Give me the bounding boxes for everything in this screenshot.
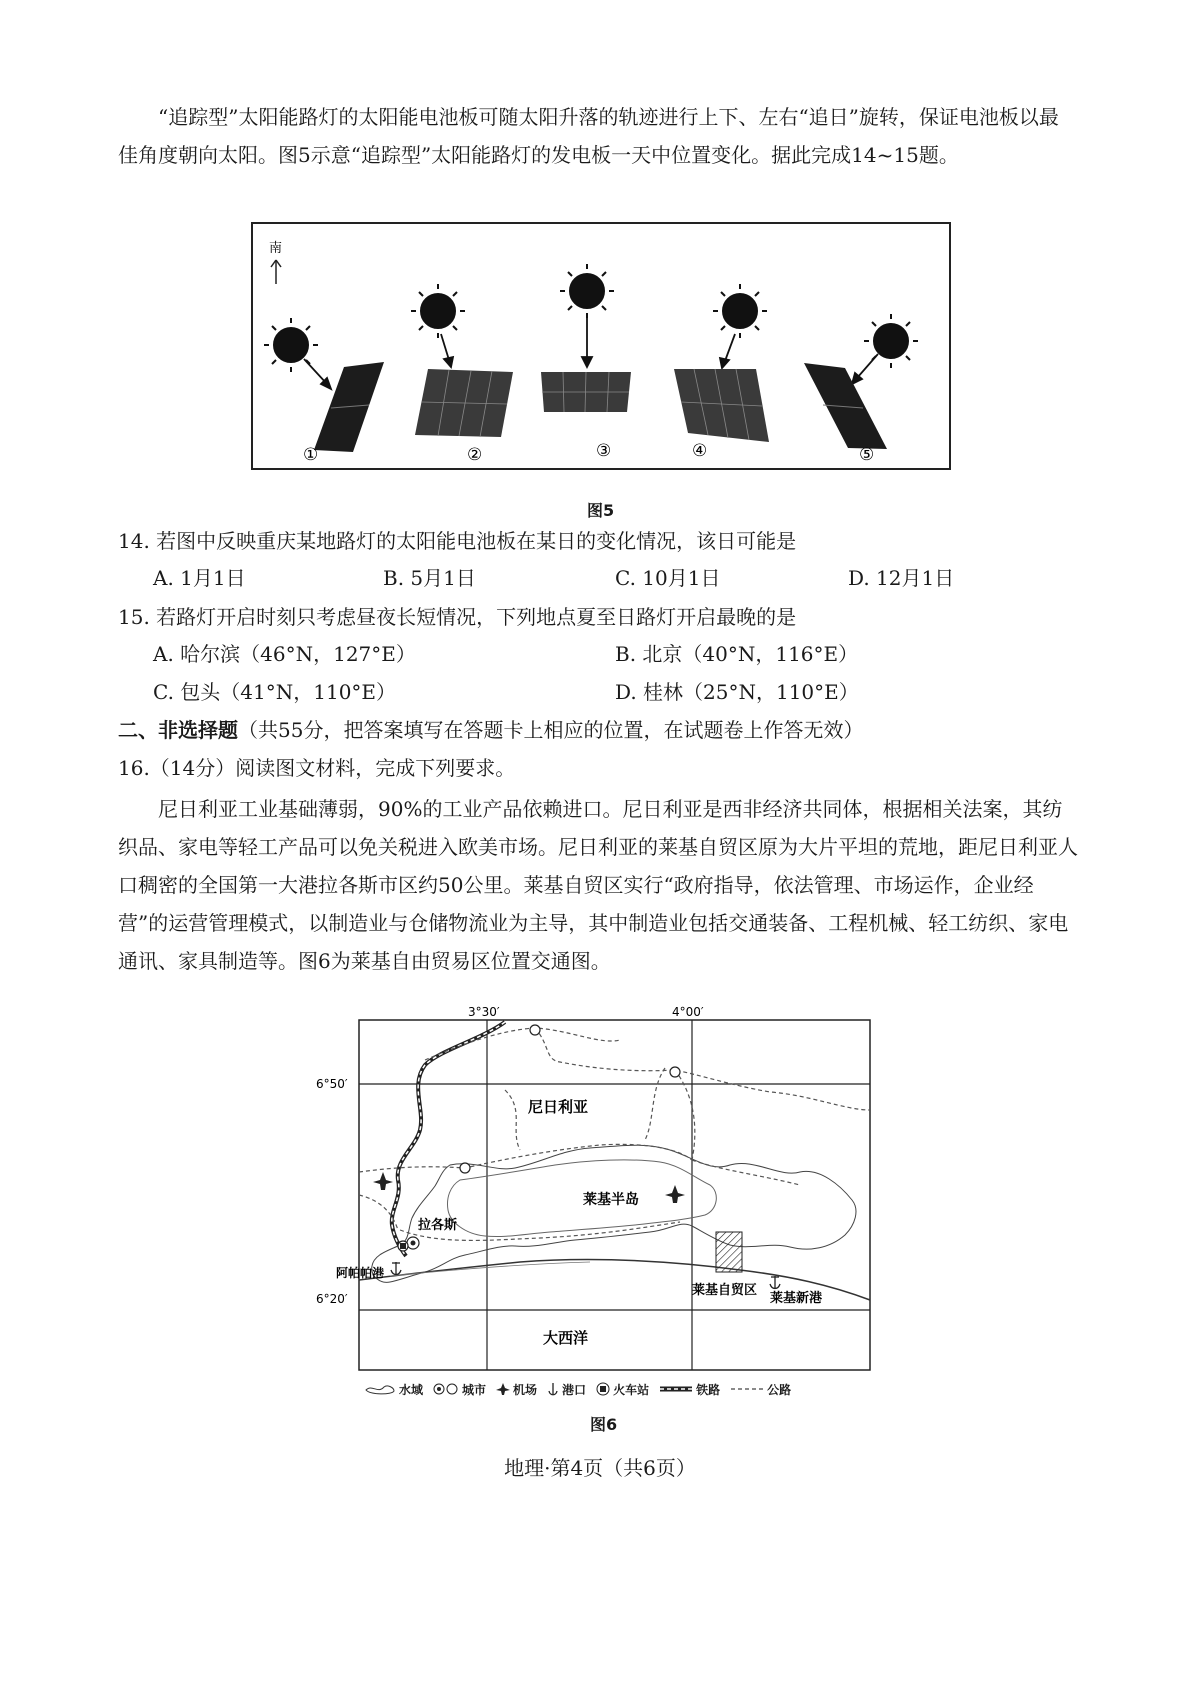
figure-6-caption: 图6 [590,1415,618,1434]
label-lekki-peninsula: 莱基半岛 [583,1192,639,1208]
airport-symbol-icon [496,1382,510,1396]
q15-option-a[interactable]: A. 哈尔滨（46°N，127°E） [153,642,416,666]
legend-port: 港口 [547,1381,586,1398]
section-2-title: 二、非选择题 [118,718,238,742]
road-symbol-icon [730,1382,764,1396]
lat-label-1: 6°50′ [316,1077,348,1091]
map-legend [364,1378,884,1400]
section-2-note: （共55分，把答案填写在答题卡上相应的位置，在试题卷上作答无效） [238,718,864,742]
question-16-material: 尼日利亚工业基础薄弱，90%的工业产品依赖进口。尼日利亚是西非经济共同体，根据相关法案，其纺织品、家电等轻工产品可以免关税进入欧美市场。尼日利亚的莱基自贸区原为大片平坦的荒地，距尼日利亚人口稠密的全国第一大港拉各斯市区约50公里。莱基自贸区实行“政府指导，依法管理、市场运作，企业经营”的运营管理模式，以制造业与仓储物流业为主导，其中制造业包括交通装备、工程机械、轻工纺织、家电通讯、家具制造等。图6为莱基自由贸易区位置交通图。 [118,797,1078,973]
panel-label-3: ③ [596,441,612,461]
lat-label-2: 6°20′ [316,1292,348,1306]
port-icon [391,1262,401,1275]
train-symbol-icon [596,1382,610,1396]
q14-option-b[interactable]: B. 5月1日 [383,566,476,590]
q14-option-a[interactable]: A. 1月1日 [153,566,246,590]
legend-train-station: 火车站 [596,1381,649,1398]
north-arrow-icon [271,260,281,284]
legend-road: 公路 [730,1381,791,1398]
lagoon-water [372,1145,856,1282]
ray-arrow-icon [720,334,735,368]
figure-6-map [300,1000,920,1400]
railway-symbol-icon [659,1382,693,1396]
solar-panel-5 [804,363,887,449]
label-atlantic-ocean: 大西洋 [543,1329,589,1347]
panel-label-1: ① [303,445,319,465]
legend-city: 城市 [433,1381,486,1398]
sun-icon [560,264,614,318]
figure-5 [251,222,951,470]
sun-icon [411,284,465,338]
airport-icon [373,1172,393,1190]
ray-arrow-icon [852,354,878,384]
city-symbol-icon [433,1382,459,1396]
train-station-icon [398,1241,408,1251]
panel-label-2: ② [467,445,483,465]
legend-airport: 机场 [496,1381,537,1398]
airport-icon [665,1185,685,1203]
lon-label-2: 4°00′ [672,1005,704,1019]
section-2-heading [118,717,863,743]
figure-6 [300,1000,920,1400]
port-icon [770,1276,780,1289]
ray-arrow-icon [304,359,331,389]
panel-label-5: ⑤ [859,445,875,465]
figure-5-diagram [251,222,951,470]
q15-option-b[interactable]: B. 北京（40°N，116°E） [615,642,859,666]
q15-option-c[interactable]: C. 包头（41°N，110°E） [153,680,397,704]
label-nigeria: 尼日利亚 [528,1098,589,1116]
page-footer: 地理·第4页（共6页） [504,1456,696,1480]
lagos-city-icon [407,1237,419,1249]
city-icon [530,1025,540,1035]
label-apapa-port: 阿帕帕港 [336,1266,385,1280]
legend-railway: 铁路 [659,1381,720,1398]
label-lagos: 拉各斯 [418,1218,458,1233]
intro-paragraph: “追踪型”太阳能路灯的太阳能电池板可随太阳升落的轨迹进行上下、左右“追日”旋转，保证电池板以最佳角度朝向太阳。图5示意“追踪型”太阳能路灯的发电板一天中位置变化。据此完成14~15题。 [118,105,1059,167]
sun-icon [264,318,318,372]
question-14-stem: 14. 若图中反映重庆某地路灯的太阳能电池板在某日的变化情况，该日可能是 [118,529,797,553]
q14-option-d[interactable]: D. 12月1日 [848,566,955,590]
panel-label-4: ④ [692,441,708,461]
ray-arrow-icon [582,317,592,367]
sun-icon [713,284,767,338]
legend-water: 水域 [364,1381,423,1398]
port-symbol-icon [547,1382,559,1396]
ray-arrow-icon [441,334,453,367]
water-icon [364,1382,396,1396]
label-lekki-ftz: 莱基自贸区 [692,1283,758,1298]
question-15-stem: 15. 若路灯开启时刻只考虑昼夜长短情况，下列地点夏至日路灯开启最晚的是 [118,605,797,629]
city-icon [670,1067,680,1077]
q14-option-c[interactable]: C. 10月1日 [615,566,721,590]
label-lekki-new-port: 莱基新港 [770,1291,823,1306]
direction-label: 南 [269,241,283,256]
lekki-ftz-area [716,1232,742,1272]
figure-5-caption: 图5 [587,501,615,520]
city-icon [460,1163,470,1173]
q15-option-d[interactable]: D. 桂林（25°N，110°E） [615,680,859,704]
lon-label-1: 3°30′ [468,1005,500,1019]
roads [359,1028,870,1240]
question-16-stem: 16.（14分）阅读图文材料，完成下列要求。 [118,756,516,780]
